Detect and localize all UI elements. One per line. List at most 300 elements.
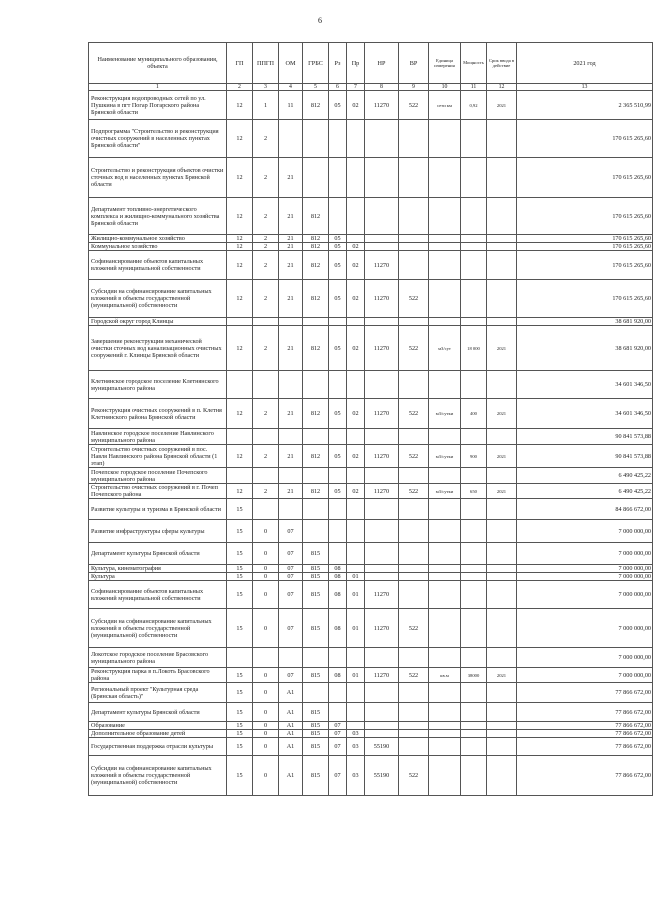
table-body — [89, 91, 653, 796]
cell-ppgp: 0 — [253, 703, 279, 722]
cell-rz: 07 — [329, 730, 347, 738]
cell-grbs: 815 — [303, 703, 329, 722]
cell-vr: 522 — [399, 399, 429, 429]
cell-term — [487, 738, 517, 756]
cell-vr — [399, 468, 429, 484]
cell-rz: 08 — [329, 581, 347, 609]
cell-om: 21 — [279, 399, 303, 429]
cell-pr — [347, 499, 365, 520]
cell-gp: 12 — [227, 198, 253, 235]
cell-gp: 12 — [227, 158, 253, 198]
column-number: 1 — [89, 84, 227, 91]
cell-ppgp: 0 — [253, 722, 279, 730]
cell-nr: 11270 — [365, 251, 399, 280]
cell-name: Реконструкция водопроводных сетей по ул. Пушкина в пгт Погар Погарского района Брянской области — [89, 91, 227, 120]
table-row — [89, 158, 653, 198]
cell-term — [487, 371, 517, 399]
cell-rz — [329, 520, 347, 543]
cell-nr — [365, 543, 399, 565]
cell-nr — [365, 158, 399, 198]
cell-name: Государственная поддержка отрасли культуры — [89, 738, 227, 756]
cell-amount: 77 866 672,00 — [517, 730, 653, 738]
cell-amount: 7 000 000,00 — [517, 609, 653, 648]
cell-cap — [461, 722, 487, 730]
cell-gp — [227, 318, 253, 326]
cell-amount: 7 000 000,00 — [517, 581, 653, 609]
cell-grbs: 812 — [303, 484, 329, 499]
cell-vr: 522 — [399, 756, 429, 796]
cell-rz — [329, 318, 347, 326]
cell-om: 21 — [279, 280, 303, 318]
cell-nr: 11270 — [365, 581, 399, 609]
cell-amount: 7 000 000,00 — [517, 565, 653, 573]
cell-pr: 02 — [347, 243, 365, 251]
cell-pr — [347, 703, 365, 722]
cell-unit — [429, 573, 461, 581]
cell-gp: 15 — [227, 668, 253, 683]
cell-pr: 02 — [347, 399, 365, 429]
cell-amount: 7 000 000,00 — [517, 573, 653, 581]
cell-amount: 170 615 265,60 — [517, 158, 653, 198]
cell-grbs — [303, 520, 329, 543]
cell-ppgp — [253, 371, 279, 399]
cell-pr — [347, 371, 365, 399]
cell-amount: 77 866 672,00 — [517, 703, 653, 722]
cell-rz: 07 — [329, 738, 347, 756]
cell-ppgp — [253, 468, 279, 484]
cell-ppgp: 2 — [253, 326, 279, 371]
cell-nr: 55190 — [365, 756, 399, 796]
cell-vr — [399, 243, 429, 251]
header-cell: ГП — [227, 43, 253, 84]
cell-unit — [429, 371, 461, 399]
cell-name: Строительство очистных сооружений в г. Почеп Почепского района — [89, 484, 227, 499]
table-row — [89, 730, 653, 738]
cell-unit — [429, 520, 461, 543]
header-cell: Рз — [329, 43, 347, 84]
cell-rz: 08 — [329, 609, 347, 648]
cell-amount: 170 615 265,60 — [517, 198, 653, 235]
cell-cap — [461, 371, 487, 399]
cell-ppgp: 0 — [253, 683, 279, 703]
cell-vr — [399, 429, 429, 445]
table-row — [89, 722, 653, 730]
cell-unit — [429, 543, 461, 565]
cell-term: 2021 — [487, 484, 517, 499]
table-row — [89, 120, 653, 158]
header-cell: Наименование муниципального образования, объекта — [89, 43, 227, 84]
cell-amount: 170 615 265,60 — [517, 251, 653, 280]
table-row — [89, 445, 653, 468]
cell-pr: 01 — [347, 581, 365, 609]
table-row — [89, 520, 653, 543]
cell-vr: 522 — [399, 668, 429, 683]
cell-pr: 03 — [347, 756, 365, 796]
cell-vr — [399, 738, 429, 756]
cell-vr — [399, 318, 429, 326]
cell-grbs — [303, 499, 329, 520]
cell-rz — [329, 120, 347, 158]
cell-unit — [429, 730, 461, 738]
cell-cap — [461, 251, 487, 280]
table-row — [89, 703, 653, 722]
cell-term — [487, 703, 517, 722]
cell-name: Коммунальное хозяйство — [89, 243, 227, 251]
cell-nr: 11270 — [365, 326, 399, 371]
cell-name: Дополнительное образование детей — [89, 730, 227, 738]
table-row — [89, 318, 653, 326]
cell-pr: 01 — [347, 668, 365, 683]
cell-om: 07 — [279, 520, 303, 543]
cell-unit — [429, 565, 461, 573]
cell-term — [487, 468, 517, 484]
cell-rz — [329, 683, 347, 703]
cell-amount: 77 866 672,00 — [517, 738, 653, 756]
cell-ppgp — [253, 499, 279, 520]
cell-om: 21 — [279, 198, 303, 235]
cell-nr: 11270 — [365, 399, 399, 429]
cell-ppgp: 0 — [253, 609, 279, 648]
cell-name: Подпрограмма "Строительство и реконструкция очистных сооружений в населенных пунктах Брянской области" — [89, 120, 227, 158]
cell-term — [487, 543, 517, 565]
cell-om: A1 — [279, 683, 303, 703]
cell-gp — [227, 429, 253, 445]
cell-name: Департамент культуры Брянской области — [89, 543, 227, 565]
cell-om: A1 — [279, 730, 303, 738]
cell-rz — [329, 158, 347, 198]
cell-grbs: 812 — [303, 445, 329, 468]
cell-grbs — [303, 120, 329, 158]
cell-pr: 02 — [347, 484, 365, 499]
cell-term — [487, 648, 517, 668]
cell-unit: м3/сут — [429, 326, 461, 371]
cell-vr — [399, 251, 429, 280]
cell-grbs: 812 — [303, 399, 329, 429]
table-row — [89, 543, 653, 565]
cell-rz — [329, 198, 347, 235]
column-number: 6 — [329, 84, 347, 91]
cell-ppgp — [253, 318, 279, 326]
cell-term — [487, 235, 517, 243]
table-row — [89, 371, 653, 399]
cell-gp: 15 — [227, 543, 253, 565]
cell-name: Локотское городское поселение Брасовского муниципального района — [89, 648, 227, 668]
table-row — [89, 251, 653, 280]
cell-term — [487, 429, 517, 445]
cell-grbs: 815 — [303, 609, 329, 648]
cell-gp: 15 — [227, 581, 253, 609]
cell-rz: 05 — [329, 251, 347, 280]
cell-term — [487, 722, 517, 730]
cell-grbs: 812 — [303, 251, 329, 280]
cell-vr — [399, 573, 429, 581]
cell-om — [279, 468, 303, 484]
cell-om: 07 — [279, 581, 303, 609]
cell-rz: 05 — [329, 484, 347, 499]
cell-ppgp: 2 — [253, 158, 279, 198]
table-row — [89, 235, 653, 243]
cell-unit — [429, 722, 461, 730]
cell-amount: 34 601 346,50 — [517, 399, 653, 429]
cell-unit — [429, 703, 461, 722]
cell-om — [279, 371, 303, 399]
cell-gp: 12 — [227, 243, 253, 251]
cell-term — [487, 581, 517, 609]
table-row — [89, 280, 653, 318]
table-row — [89, 326, 653, 371]
cell-ppgp: 0 — [253, 730, 279, 738]
cell-pr: 03 — [347, 738, 365, 756]
cell-amount: 170 615 265,60 — [517, 235, 653, 243]
cell-unit: м3/сутки — [429, 399, 461, 429]
cell-unit: кв.м — [429, 668, 461, 683]
cell-gp: 12 — [227, 280, 253, 318]
cell-grbs — [303, 468, 329, 484]
cell-gp: 15 — [227, 703, 253, 722]
cell-vr — [399, 543, 429, 565]
cell-pr — [347, 120, 365, 158]
cell-gp: 15 — [227, 573, 253, 581]
cell-name: Реконструкция очистных сооружений в п. Клетня Клетнянского района Брянской области — [89, 399, 227, 429]
cell-cap — [461, 243, 487, 251]
cell-nr: 11270 — [365, 484, 399, 499]
cell-ppgp: 0 — [253, 581, 279, 609]
cell-grbs: 812 — [303, 280, 329, 318]
cell-pr — [347, 198, 365, 235]
cell-pr — [347, 543, 365, 565]
cell-name: Завершение реконструкции механической очистки сточных вод канализационных очистных сооружений г. Клинцы Брянской области — [89, 326, 227, 371]
cell-name: Развитие инфраструктуры сферы культуры — [89, 520, 227, 543]
cell-pr: 02 — [347, 326, 365, 371]
cell-om — [279, 120, 303, 158]
cell-unit: м3/сутки — [429, 445, 461, 468]
cell-amount: 7 000 000,00 — [517, 668, 653, 683]
cell-ppgp: 2 — [253, 399, 279, 429]
cell-rz — [329, 648, 347, 668]
cell-unit — [429, 251, 461, 280]
column-number: 3 — [253, 84, 279, 91]
column-number: 8 — [365, 84, 399, 91]
cell-ppgp: 2 — [253, 243, 279, 251]
cell-term — [487, 756, 517, 796]
table-row — [89, 648, 653, 668]
cell-rz: 07 — [329, 722, 347, 730]
cell-pr — [347, 318, 365, 326]
cell-om: 11 — [279, 91, 303, 120]
cell-name: Субсидии на софинансирование капитальных вложений в объекты государственной (муниципальной) собственности — [89, 756, 227, 796]
cell-om: 07 — [279, 668, 303, 683]
cell-om: 07 — [279, 609, 303, 648]
cell-rz — [329, 499, 347, 520]
cell-pr: 02 — [347, 91, 365, 120]
cell-unit — [429, 609, 461, 648]
header-row — [89, 43, 653, 84]
cell-unit — [429, 581, 461, 609]
cell-gp: 15 — [227, 730, 253, 738]
cell-term — [487, 120, 517, 158]
cell-pr: 02 — [347, 251, 365, 280]
cell-name: Городской округ город Клинцы — [89, 318, 227, 326]
cell-rz: 05 — [329, 280, 347, 318]
cell-rz — [329, 543, 347, 565]
cell-term — [487, 158, 517, 198]
column-number: 4 — [279, 84, 303, 91]
cell-om: A1 — [279, 738, 303, 756]
cell-name: Софинансирование объектов капитальных вложений муниципальной собственности — [89, 581, 227, 609]
cell-pr — [347, 722, 365, 730]
cell-term: 2021 — [487, 399, 517, 429]
cell-gp — [227, 468, 253, 484]
cell-ppgp — [253, 648, 279, 668]
cell-om: 21 — [279, 251, 303, 280]
cell-ppgp: 2 — [253, 445, 279, 468]
cell-name: Клетнянское городское поселение Клетнянского муниципального района — [89, 371, 227, 399]
cell-vr — [399, 371, 429, 399]
cell-unit — [429, 198, 461, 235]
cell-amount: 77 866 672,00 — [517, 683, 653, 703]
cell-cap — [461, 543, 487, 565]
header-cell: Мощность — [461, 43, 487, 84]
cell-ppgp: 0 — [253, 543, 279, 565]
cell-unit — [429, 235, 461, 243]
cell-grbs: 812 — [303, 198, 329, 235]
cell-unit — [429, 158, 461, 198]
cell-cap — [461, 609, 487, 648]
table-row — [89, 609, 653, 648]
header-cell: ППГП — [253, 43, 279, 84]
cell-vr — [399, 520, 429, 543]
header-cell: Пр — [347, 43, 365, 84]
table-row — [89, 668, 653, 683]
cell-gp — [227, 648, 253, 668]
cell-rz: 05 — [329, 399, 347, 429]
cell-cap — [461, 573, 487, 581]
cell-unit — [429, 280, 461, 318]
cell-gp: 15 — [227, 499, 253, 520]
cell-om: 07 — [279, 565, 303, 573]
cell-amount: 170 615 265,60 — [517, 243, 653, 251]
cell-vr: 522 — [399, 484, 429, 499]
table-row — [89, 429, 653, 445]
cell-term: 2021 — [487, 668, 517, 683]
table-row — [89, 468, 653, 484]
table-row — [89, 756, 653, 796]
cell-name: Строительство очистных сооружений в пос. Навля Навлинского района Брянской области (1 этап) — [89, 445, 227, 468]
cell-rz: 08 — [329, 565, 347, 573]
cell-cap — [461, 158, 487, 198]
cell-term: 2021 — [487, 91, 517, 120]
cell-vr — [399, 730, 429, 738]
column-number: 7 — [347, 84, 365, 91]
cell-unit — [429, 738, 461, 756]
table-row — [89, 565, 653, 573]
cell-rz: 08 — [329, 573, 347, 581]
cell-grbs: 815 — [303, 573, 329, 581]
cell-amount: 38 681 920,00 — [517, 318, 653, 326]
cell-grbs: 815 — [303, 730, 329, 738]
page-number: 6 — [318, 16, 322, 25]
cell-name: Навлинское городское поселение Навлинского муниципального района — [89, 429, 227, 445]
cell-pr: 03 — [347, 730, 365, 738]
cell-om: 07 — [279, 543, 303, 565]
cell-pr — [347, 520, 365, 543]
cell-om: 21 — [279, 445, 303, 468]
cell-om: A1 — [279, 703, 303, 722]
cell-name: Культура, кинематография — [89, 565, 227, 573]
cell-nr: 11270 — [365, 668, 399, 683]
cell-vr — [399, 499, 429, 520]
cell-nr: 11270 — [365, 445, 399, 468]
cell-cap: 38000 — [461, 668, 487, 683]
cell-name: Развитие культуры и туризма в Брянской области — [89, 499, 227, 520]
cell-gp: 12 — [227, 326, 253, 371]
cell-pr — [347, 565, 365, 573]
cell-amount: 6 490 425,22 — [517, 484, 653, 499]
cell-ppgp: 0 — [253, 520, 279, 543]
cell-om: A1 — [279, 722, 303, 730]
cell-name: Субсидии на софинансирование капитальных вложений в объекты государственной (муниципальной) собственности — [89, 280, 227, 318]
column-number: 5 — [303, 84, 329, 91]
cell-term: 2021 — [487, 326, 517, 371]
cell-om — [279, 648, 303, 668]
cell-unit: сети км — [429, 91, 461, 120]
cell-vr — [399, 235, 429, 243]
cell-vr: 522 — [399, 609, 429, 648]
cell-vr — [399, 648, 429, 668]
cell-grbs: 812 — [303, 243, 329, 251]
cell-rz — [329, 703, 347, 722]
cell-grbs — [303, 158, 329, 198]
cell-gp: 15 — [227, 609, 253, 648]
cell-vr — [399, 158, 429, 198]
cell-om — [279, 499, 303, 520]
cell-unit — [429, 756, 461, 796]
cell-rz: 05 — [329, 91, 347, 120]
cell-nr — [365, 371, 399, 399]
cell-amount: 7 000 000,00 — [517, 520, 653, 543]
table-row — [89, 243, 653, 251]
cell-gp: 12 — [227, 484, 253, 499]
cell-rz: 05 — [329, 235, 347, 243]
budget-table — [88, 42, 653, 796]
cell-vr: 522 — [399, 445, 429, 468]
column-number: 2 — [227, 84, 253, 91]
cell-cap — [461, 683, 487, 703]
cell-om: A1 — [279, 756, 303, 796]
cell-nr — [365, 573, 399, 581]
cell-cap — [461, 756, 487, 796]
cell-amount: 38 681 920,00 — [517, 326, 653, 371]
column-number: 12 — [487, 84, 517, 91]
cell-gp: 12 — [227, 91, 253, 120]
cell-gp: 12 — [227, 251, 253, 280]
cell-rz: 05 — [329, 326, 347, 371]
cell-om: 21 — [279, 326, 303, 371]
column-number: 11 — [461, 84, 487, 91]
table-row — [89, 738, 653, 756]
cell-vr: 522 — [399, 326, 429, 371]
cell-rz: 05 — [329, 445, 347, 468]
cell-cap — [461, 738, 487, 756]
table-row — [89, 484, 653, 499]
cell-ppgp: 0 — [253, 565, 279, 573]
cell-unit — [429, 468, 461, 484]
cell-amount: 7 000 000,00 — [517, 543, 653, 565]
cell-vr — [399, 565, 429, 573]
cell-ppgp: 2 — [253, 251, 279, 280]
cell-gp: 15 — [227, 722, 253, 730]
cell-vr: 522 — [399, 280, 429, 318]
